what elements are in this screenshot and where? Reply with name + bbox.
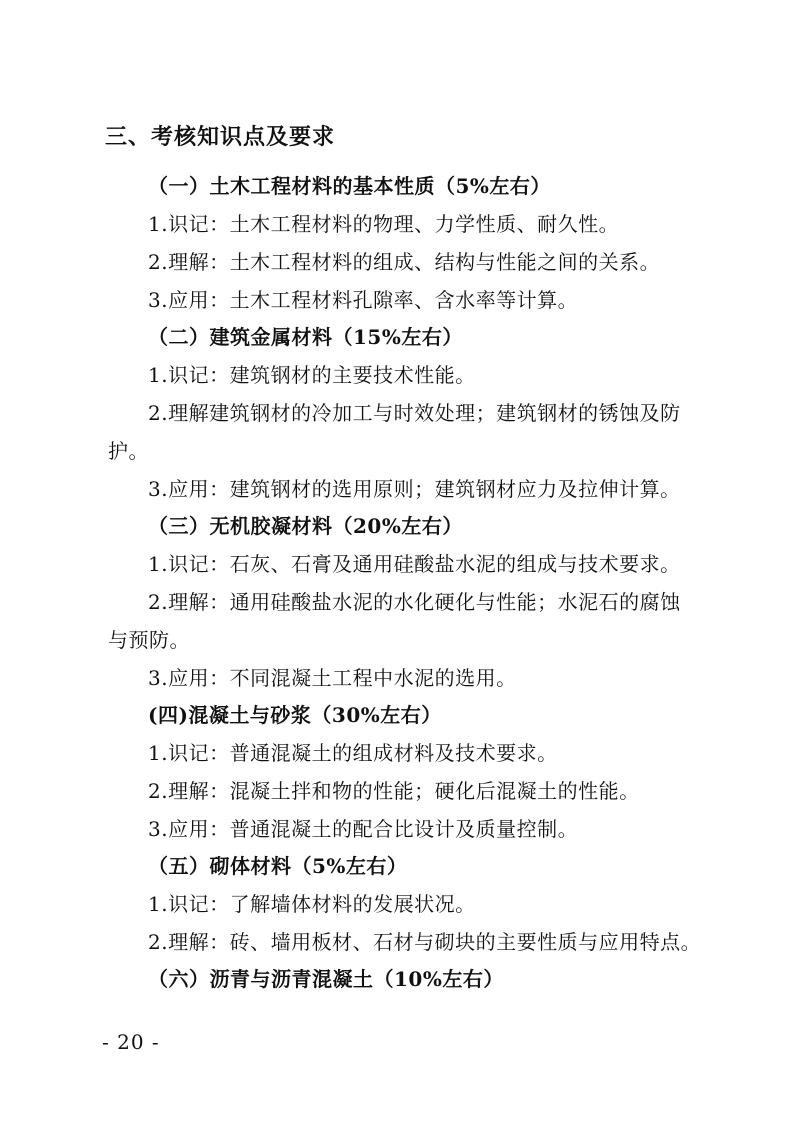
subsection-heading-2: （二）建筑金属材料（15%左右） xyxy=(148,325,463,349)
subsection-heading-5: （五）砌体材料（5%左右） xyxy=(148,854,408,878)
subsection-heading-1: （一）土木工程材料的基本性质（5%左右） xyxy=(148,174,551,198)
list-item: 1.识记：土木工程材料的物理、力学性质、耐久性。 xyxy=(148,212,620,236)
list-item: 2.理解：土木工程材料的组成、结构与性能之间的关系。 xyxy=(148,250,661,274)
list-item-continuation: 与预防。 xyxy=(108,628,190,652)
section-heading: 三、考核知识点及要求 xyxy=(105,124,336,150)
list-item: 2.理解：砖、墙用板材、石材与砌块的主要性质与应用特点。 xyxy=(148,930,702,954)
list-item: 3.应用：土木工程材料孔隙率、含水率等计算。 xyxy=(148,288,579,312)
list-item: 1.识记：石灰、石膏及通用硅酸盐水泥的组成与技术要求。 xyxy=(148,552,681,576)
list-item: 1.识记：了解墙体材料的发展状况。 xyxy=(148,892,476,916)
list-item: 2.理解建筑钢材的冷加工与时效处理；建筑钢材的锈蚀及防 xyxy=(148,401,681,425)
list-item: 3.应用：普通混凝土的配合比设计及质量控制。 xyxy=(148,817,579,841)
page-number: - 20 - xyxy=(102,1030,160,1054)
list-item: 1.识记：建筑钢材的主要技术性能。 xyxy=(148,363,476,387)
list-item-continuation: 护。 xyxy=(108,439,149,463)
subsection-heading-4: (四)混凝土与砂浆（30%左右） xyxy=(148,703,442,727)
subsection-heading-6: （六）沥青与沥青混凝土（10%左右） xyxy=(148,967,504,991)
list-item: 2.理解：通用硅酸盐水泥的水化硬化与性能；水泥石的腐蚀 xyxy=(148,590,681,614)
list-item: 2.理解：混凝土拌和物的性能；硬化后混凝土的性能。 xyxy=(148,779,640,803)
list-item: 1.识记：普通混凝土的组成材料及技术要求。 xyxy=(148,741,558,765)
subsection-heading-3: （三）无机胶凝材料（20%左右） xyxy=(148,514,463,538)
list-item: 3.应用：建筑钢材的选用原则；建筑钢材应力及拉伸计算。 xyxy=(148,477,681,501)
list-item: 3.应用：不同混凝土工程中水泥的选用。 xyxy=(148,666,517,690)
